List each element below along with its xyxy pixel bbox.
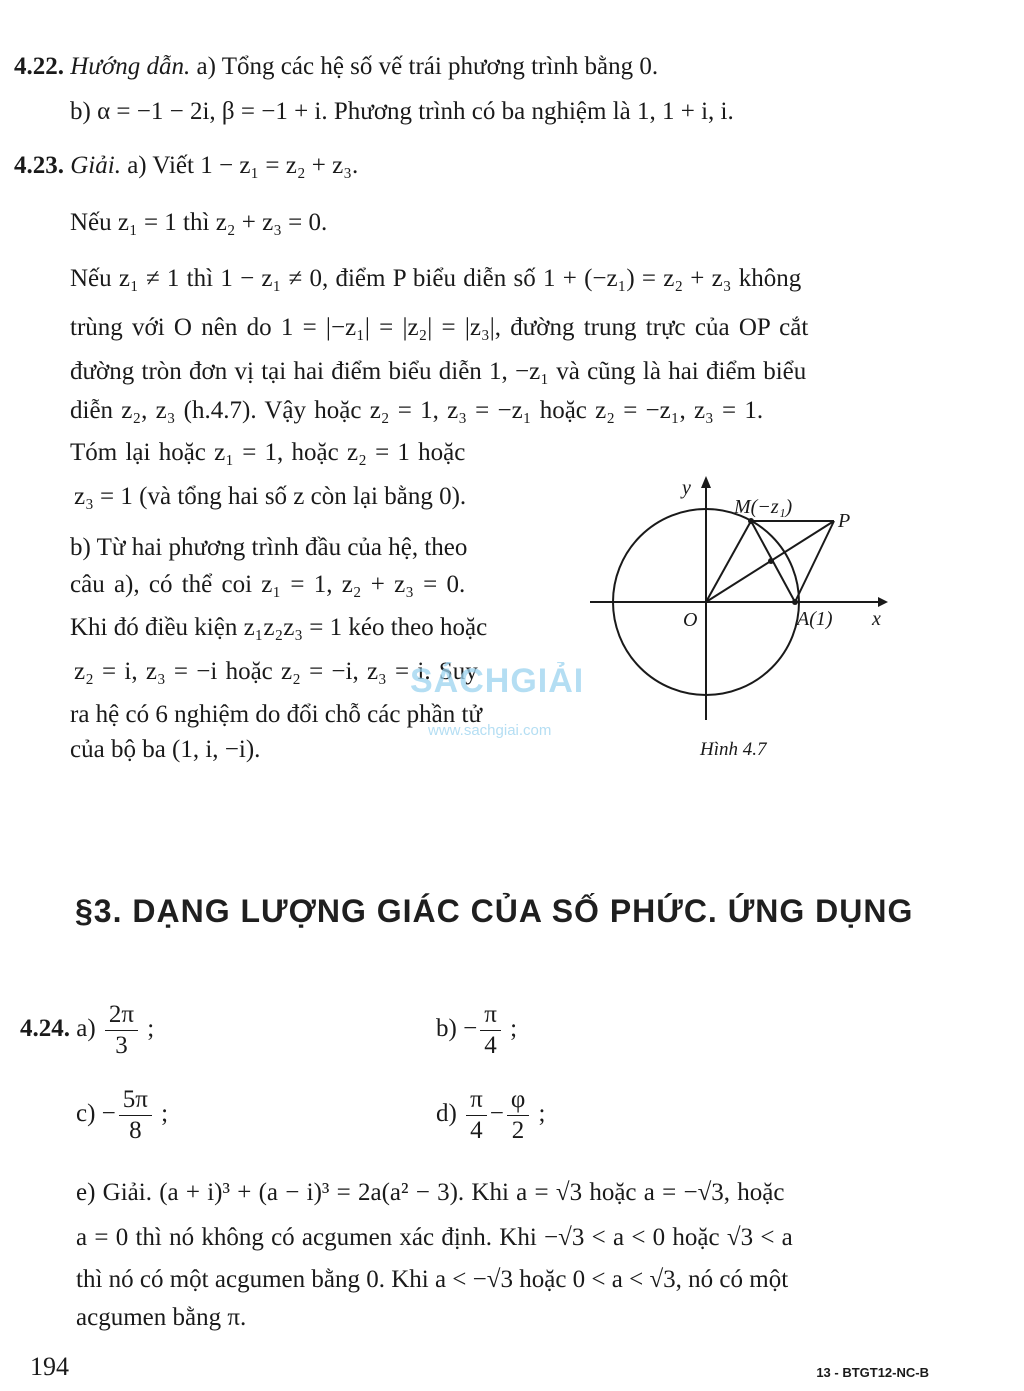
- fraction-denominator: 8: [129, 1117, 142, 1144]
- exercise-lead: Hướng dẫn.: [70, 53, 191, 80]
- exercise-4-23-line: z₂ = i, z₃ = −i hoặc z₂ = −i, z₃ = i. Suy: [74, 658, 478, 685]
- fraction-numerator: 2π: [105, 1000, 138, 1031]
- fraction-numerator: 5π: [119, 1085, 152, 1116]
- exercise-4-22-line-b: b) α = −1 − 2i, β = −1 + i. Phương trình có ba nghiệm là 1, 1 + i, i.: [70, 98, 734, 125]
- exercise-number: 4.24.: [20, 1015, 70, 1043]
- exercise-4-23-line: z₃ = 1 (và tổng hai số z còn lại bằng 0).: [74, 483, 467, 510]
- exercise-4-23-line: ra hệ có 6 nghiệm do đổi chỗ các phần tử: [70, 701, 483, 728]
- fraction: [507, 1085, 529, 1146]
- fraction-denominator: 4: [470, 1117, 483, 1144]
- fraction: [466, 1085, 487, 1146]
- label-M: M(−z₁): [734, 496, 793, 518]
- minus-sign: −: [463, 1015, 478, 1043]
- item-label: c): [76, 1100, 96, 1128]
- book-code: 13 - BTGT12-NC-B: [816, 1365, 929, 1380]
- fraction-denominator: 3: [115, 1032, 128, 1059]
- exercise-4-23-line: b) Từ hai phương trình đầu của hệ, theo: [70, 534, 468, 561]
- exercise-4-23-line: Khi đó điều kiện z₁z₂z₃ = 1 kéo theo hoặc: [70, 614, 488, 641]
- item-end: ;: [147, 1015, 155, 1043]
- segment-OM: [706, 521, 751, 602]
- page-number: 194: [30, 1352, 69, 1381]
- item-end: ;: [510, 1015, 518, 1043]
- exercise-4-24-e-line: thì nó có một acgumen bằng 0. Khi a < −√3 hoặc 0 < a < √3, nó có một: [76, 1266, 789, 1293]
- exercise-4-23-line: đường tròn đơn vị tại hai điểm biểu diễn 1, −z₁ và cũng là hai điểm biểu: [70, 358, 807, 385]
- exercise-4-23-line: Tóm lại hoặc z₁ = 1, hoặc z₂ = 1 hoặc: [70, 439, 466, 466]
- fraction-numerator: π: [466, 1085, 487, 1116]
- label-A: A(1): [797, 608, 833, 630]
- fraction-numerator: π: [480, 1000, 501, 1031]
- fraction-numerator: φ: [507, 1085, 529, 1116]
- label-O: O: [683, 609, 698, 631]
- figure-caption: Hình 4.7: [700, 739, 767, 760]
- point-M: [748, 518, 754, 524]
- label-x: x: [872, 608, 881, 630]
- fraction-denominator: 2: [511, 1117, 525, 1144]
- exercise-4-23-line: trùng với O nên do 1 = |−z₁| = |z₂| = |z₃|, đường trung trực của OP cắt: [70, 314, 809, 341]
- exercise-4-24-d: [436, 1085, 545, 1146]
- item-label: a): [76, 1015, 96, 1043]
- item-label: d): [436, 1100, 457, 1128]
- exercise-4-23-line: Nếu z₁ = 1 thì z₂ + z₃ = 0.: [70, 209, 328, 236]
- exercise-number: 4.23.: [14, 152, 64, 179]
- point-A: [792, 599, 798, 605]
- y-axis-arrow: [701, 476, 711, 488]
- exercise-4-24-b: [436, 1000, 517, 1061]
- exercise-4-24-a: [20, 1000, 154, 1061]
- minus-sign: −: [489, 1100, 504, 1128]
- minus-sign: −: [101, 1100, 116, 1128]
- exercise-4-24-e-line: a = 0 thì nó không có acgumen xác định. Khi −√3 < a < 0 hoặc √3 < a: [76, 1224, 793, 1251]
- exercise-4-24-e-line: e) Giải. (a + i)³ + (a − i)³ = 2a(a² − 3). Khi a = √3 hoặc a = −√3, hoặc: [76, 1179, 785, 1206]
- item-label: b): [436, 1015, 457, 1043]
- item-end: ;: [161, 1100, 169, 1128]
- x-axis-arrow: [878, 597, 888, 607]
- exercise-4-23-line-a: [14, 151, 358, 181]
- figure-4-7: [560, 470, 920, 770]
- exercise-4-23-line: Nếu z₁ ≠ 1 thì 1 − z₁ ≠ 0, điểm P biểu diễn số 1 + (−z₁) = z₂ + z₃ không: [70, 265, 802, 292]
- label-P: P: [838, 510, 851, 532]
- exercise-4-23-line: của bộ ba (1, i, −i).: [70, 736, 261, 763]
- item-end: ;: [538, 1100, 546, 1128]
- fraction: [119, 1085, 152, 1146]
- exercise-4-24-c: [76, 1085, 168, 1146]
- watermark-url: www.sachgiai.com: [428, 722, 552, 739]
- fraction: [480, 1000, 501, 1061]
- exercise-text: a) Viết 1 − z₁ = z₂ + z₃.: [127, 152, 359, 179]
- exercise-4-23-line: diễn z₂, z₃ (h.4.7). Vậy hoặc z₂ = 1, z₃ = −z₁ hoặc z₂ = −z₁, z₃ = 1.: [70, 397, 764, 424]
- exercise-4-24-e-line: acgumen bằng π.: [76, 1304, 247, 1331]
- watermark-logo: SÁCHGIẢI: [410, 662, 585, 700]
- fraction: [105, 1000, 138, 1061]
- exercise-number: 4.22.: [14, 53, 64, 80]
- point-midpoint: [768, 558, 774, 564]
- section-heading: §3. DẠNG LƯỢNG GIÁC CỦA SỐ PHỨC. ỨNG DỤNG: [75, 893, 914, 929]
- exercise-4-22-line-a: [14, 52, 658, 82]
- exercise-text: a) Tổng các hệ số vế trái phương trình bằng 0.: [196, 53, 659, 80]
- exercise-4-23-line: câu a), có thể coi z₁ = 1, z₂ + z₃ = 0.: [70, 571, 466, 598]
- fraction-denominator: 4: [484, 1032, 497, 1059]
- label-y: y: [682, 477, 691, 499]
- exercise-lead: Giải.: [70, 152, 121, 179]
